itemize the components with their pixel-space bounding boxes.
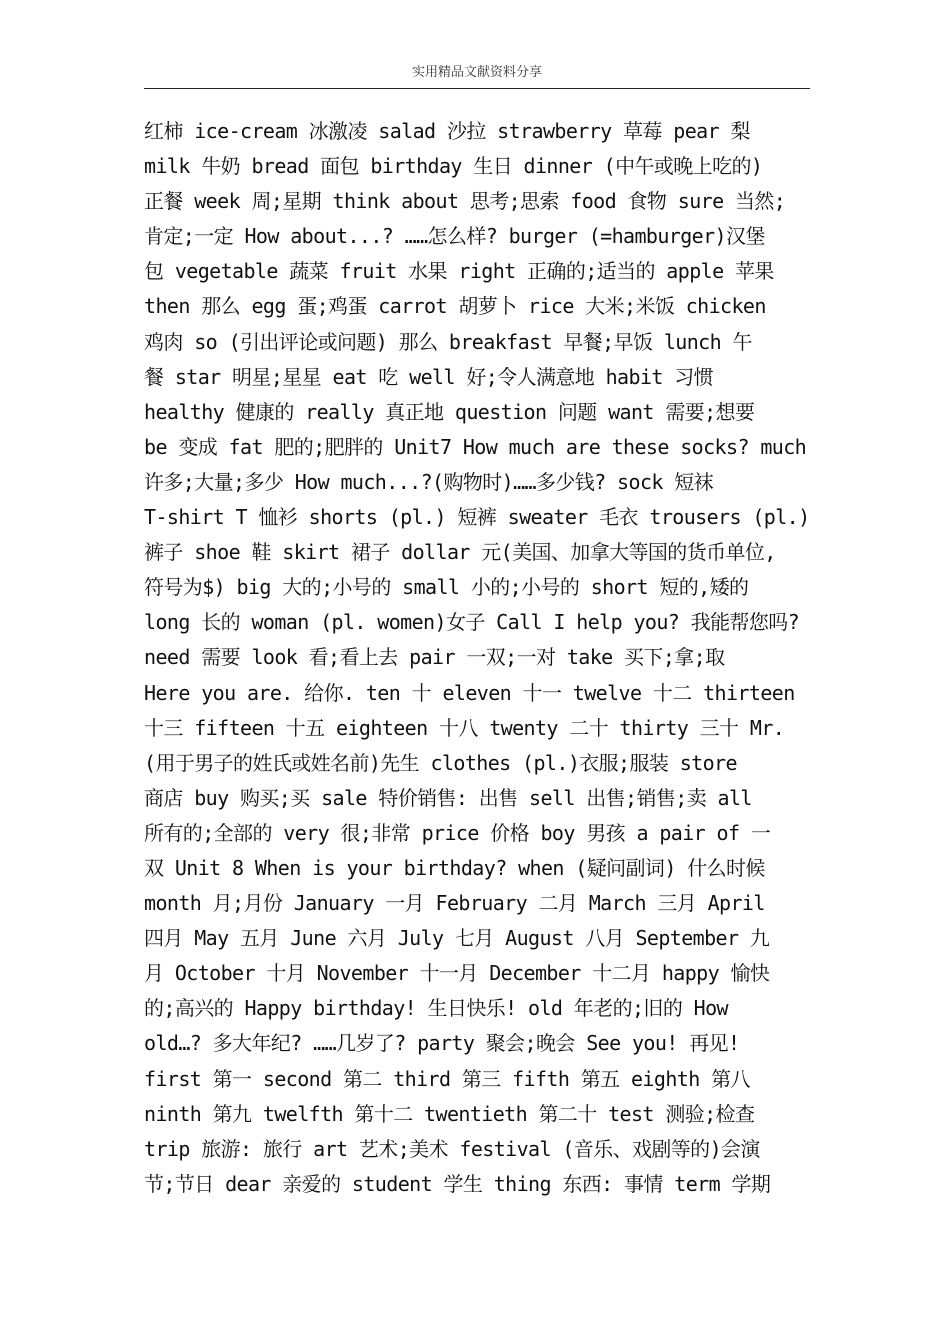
page-header-title: 实用精品文献资料分享 xyxy=(411,65,542,80)
text-line: first 第一 second 第二 third 第三 fifth 第五 eighth 第八 xyxy=(144,1066,750,1091)
text-line: be 变成 fat 肥的;肥胖的 Unit7 How much are these socks? much xyxy=(144,434,807,459)
text-line: milk 牛奶 bread 面包 birthday 生日 dinner (中午或晚上吃的) xyxy=(144,154,763,179)
text-line: 商店 buy 购买;买 sale 特价销售: 出售 sell 出售;销售;卖 all xyxy=(144,785,752,810)
text-line: 许多;大量;多少 How much...?(购物时)……多少钱? sock 短袜 xyxy=(144,469,714,494)
text-line: ninth 第九 twelfth 第十二 twentieth 第二十 test 测验;检查 xyxy=(144,1101,755,1126)
text-line: need 需要 look 看;看上去 pair 一双;一对 take 买下;拿;取 xyxy=(144,645,725,670)
text-line: 的;高兴的 Happy birthday! 生日快乐! old 年老的;旧的 How xyxy=(144,996,728,1021)
text-line: 肯定;一定 How about...? ……怎么样? burger (=hamburger)汉堡 xyxy=(144,224,765,249)
text-line: 节;节日 dear 亲爱的 student 学生 thing 东西: 事情 term 学期 xyxy=(144,1171,771,1196)
text-line: trip 旅游: 旅行 art 艺术;美术 festival (音乐、戏剧等的)会演 xyxy=(144,1136,760,1161)
text-line: (用于男子的姓氏或姓名前)先生 clothes (pl.)衣服;服装 store xyxy=(144,750,737,775)
text-line: 包 vegetable 蔬菜 fruit 水果 right 正确的;适当的 apple 苹果 xyxy=(144,259,774,284)
text-line: 红柿 ice-cream 冰激凌 salad 沙拉 strawberry 草莓 pear 梨 xyxy=(144,119,750,143)
text-line: T-shirt T 恤衫 shorts (pl.) 短裤 sweater 毛衣 trousers (pl.) xyxy=(144,505,810,530)
document-body xyxy=(144,114,814,1202)
text-line: 所有的;全部的 very 很;非常 price 价格 boy 男孩 a pair of 一 xyxy=(144,820,771,845)
text-line: 正餐 week 周;星期 think about 思考;思索 food 食物 sure 当然; xyxy=(144,189,786,214)
text-line: old…? 多大年纪? ……几岁了? party 聚会;晚会 See you! 再见! xyxy=(144,1031,740,1056)
text-line: 双 Unit 8 When is your birthday? when (疑问副词) 什么时候 xyxy=(144,855,765,880)
text-line: then 那么 egg 蛋;鸡蛋 carrot 胡萝卜 rice 大米;米饭 chicken xyxy=(144,294,766,319)
text-line: 鸡肉 so (引出评论或问题) 那么 breakfast 早餐;早饭 lunch 午 xyxy=(144,329,752,354)
text-line: healthy 健康的 really 真正地 question 问题 want 需要;想要 xyxy=(144,399,755,424)
header-divider xyxy=(144,88,810,89)
text-line: 裤子 shoe 鞋 skirt 裙子 dollar 元(美国、加拿大等国的货币单位, xyxy=(144,540,776,565)
text-line: 符号为$) big 大的;小号的 small 小的;小号的 short 短的,矮的 xyxy=(144,575,749,600)
text-line: long 长的 woman (pl. women)女子 Call I help you? 我能帮您吗? xyxy=(144,610,800,635)
text-line: 月 October 十月 November 十一月 December 十二月 happy 愉快 xyxy=(144,961,770,986)
text-line: month 月;月份 January 一月 February 二月 March 三月 April xyxy=(144,891,765,916)
text-line: 四月 May 五月 June 六月 July 七月 August 八月 September 九 xyxy=(144,926,770,951)
text-line: 餐 star 明星;星星 eat 吃 well 好;令人满意地 habit 习惯 xyxy=(144,364,714,389)
text-line: 十三 fifteen 十五 eighteen 十八 twenty 二十 thirty 三十 Mr. xyxy=(144,715,785,740)
text-line: Here you are. 给你. ten 十 eleven 十一 twelve 十二 thirteen xyxy=(144,680,795,705)
